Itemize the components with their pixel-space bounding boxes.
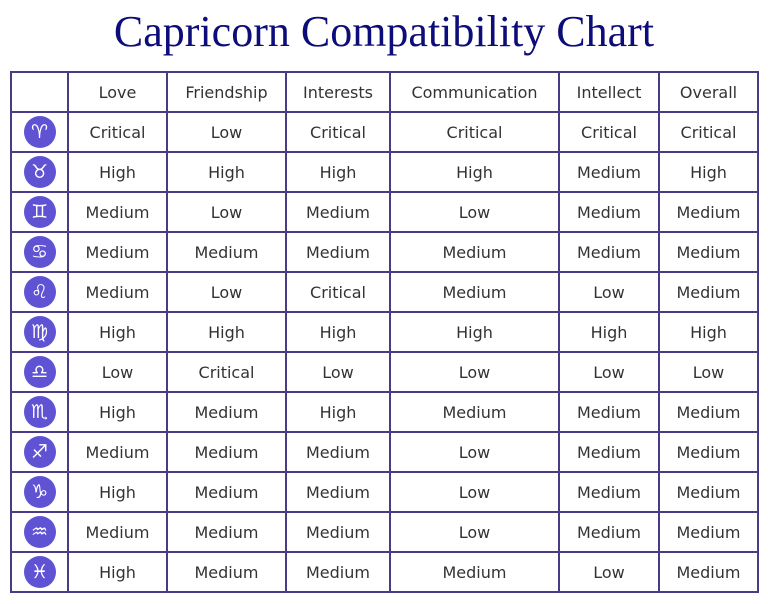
aries-icon: ♈ xyxy=(24,116,56,148)
table-cell: Medium xyxy=(559,152,659,192)
table-cell: Low xyxy=(167,112,286,152)
table-cell: Medium xyxy=(559,512,659,552)
sign-icon-cell xyxy=(11,272,68,312)
table-cell: High xyxy=(167,152,286,192)
table-cell: Medium xyxy=(167,432,286,472)
table-cell: Critical xyxy=(559,112,659,152)
table-cell: Medium xyxy=(559,192,659,232)
table-cell: Low xyxy=(559,272,659,312)
sagittarius-icon: ♐ xyxy=(24,436,56,468)
table-cell: Low xyxy=(559,352,659,392)
cancer-icon: ♋ xyxy=(24,236,56,268)
table-cell: Medium xyxy=(167,392,286,432)
table-cell: Medium xyxy=(559,472,659,512)
table-cell: Critical xyxy=(68,112,167,152)
table-row xyxy=(11,232,758,272)
table-cell: Medium xyxy=(659,472,758,512)
table-cell: High xyxy=(390,312,559,352)
table-cell: Low xyxy=(390,432,559,472)
sign-icon-cell xyxy=(11,152,68,192)
table-cell: High xyxy=(68,312,167,352)
column-header-intellect: Intellect xyxy=(559,72,659,112)
scorpio-icon: ♏ xyxy=(24,396,56,428)
sign-icon-cell xyxy=(11,312,68,352)
table-cell: Medium xyxy=(286,232,390,272)
table-cell: Medium xyxy=(68,192,167,232)
header-row xyxy=(11,72,758,112)
column-header-communication: Communication xyxy=(390,72,559,112)
table-cell: Low xyxy=(167,192,286,232)
sign-icon-cell xyxy=(11,432,68,472)
table-cell: Medium xyxy=(68,232,167,272)
table-cell: Medium xyxy=(390,232,559,272)
table-row xyxy=(11,432,758,472)
table-row xyxy=(11,112,758,152)
page-title: Capricorn Compatibility Chart xyxy=(113,7,655,56)
sign-icon-cell xyxy=(11,552,68,592)
table-body xyxy=(11,112,758,592)
table-cell: Medium xyxy=(167,512,286,552)
table-cell: Critical xyxy=(659,112,758,152)
table-cell: Low xyxy=(659,352,758,392)
table-row xyxy=(11,352,758,392)
table-row xyxy=(11,472,758,512)
table-cell: Medium xyxy=(286,192,390,232)
table-cell: Medium xyxy=(286,512,390,552)
table-cell: Medium xyxy=(559,392,659,432)
table-cell: Medium xyxy=(167,472,286,512)
table-cell: Low xyxy=(286,352,390,392)
column-header-interests: Interests xyxy=(286,72,390,112)
table-row xyxy=(11,552,758,592)
table-row xyxy=(11,312,758,352)
table-cell: Medium xyxy=(559,232,659,272)
table-cell: Medium xyxy=(390,392,559,432)
sign-icon-cell xyxy=(11,112,68,152)
table-cell: High xyxy=(68,152,167,192)
table-row xyxy=(11,392,758,432)
table-cell: Medium xyxy=(68,512,167,552)
table-cell: Medium xyxy=(659,272,758,312)
table-cell: Medium xyxy=(659,552,758,592)
table-cell: Critical xyxy=(167,352,286,392)
table-cell: Critical xyxy=(286,112,390,152)
table-row xyxy=(11,152,758,192)
gemini-icon: ♊ xyxy=(24,196,56,228)
table-row xyxy=(11,192,758,232)
taurus-icon: ♉ xyxy=(24,156,56,188)
table-cell: Low xyxy=(390,192,559,232)
table-cell: Medium xyxy=(390,272,559,312)
table-cell: High xyxy=(390,152,559,192)
table-cell: Low xyxy=(68,352,167,392)
aquarius-icon: ♒ xyxy=(24,516,56,548)
sign-icon-cell xyxy=(11,472,68,512)
sign-icon-cell xyxy=(11,392,68,432)
table-cell: High xyxy=(167,312,286,352)
table-cell: Low xyxy=(559,552,659,592)
sign-icon-cell xyxy=(11,352,68,392)
table-cell: High xyxy=(659,152,758,192)
sign-icon-cell xyxy=(11,512,68,552)
table-cell: Medium xyxy=(286,432,390,472)
table-cell: Medium xyxy=(68,272,167,312)
table-row xyxy=(11,272,758,312)
table-cell: Medium xyxy=(659,432,758,472)
column-header-overall: Overall xyxy=(659,72,758,112)
table-cell: Medium xyxy=(659,232,758,272)
table-row xyxy=(11,512,758,552)
table-cell: Low xyxy=(167,272,286,312)
table-cell: High xyxy=(286,312,390,352)
table-cell: Critical xyxy=(390,112,559,152)
table-cell: Medium xyxy=(659,512,758,552)
table-cell: Critical xyxy=(286,272,390,312)
table-cell: Medium xyxy=(559,432,659,472)
table-cell: High xyxy=(68,472,167,512)
table-cell: High xyxy=(68,552,167,592)
corner-cell xyxy=(11,72,68,112)
sign-icon-cell xyxy=(11,192,68,232)
table-cell: Low xyxy=(390,352,559,392)
table-cell: Medium xyxy=(68,432,167,472)
table-cell: Medium xyxy=(659,392,758,432)
leo-icon: ♌ xyxy=(24,276,56,308)
table-cell: Low xyxy=(390,472,559,512)
table-cell: High xyxy=(286,152,390,192)
column-header-friendship: Friendship xyxy=(167,72,286,112)
pisces-icon: ♓ xyxy=(24,556,56,588)
table-cell: Medium xyxy=(390,552,559,592)
table-cell: Medium xyxy=(286,552,390,592)
sign-icon-cell xyxy=(11,232,68,272)
table-cell: High xyxy=(286,392,390,432)
capricorn-icon: ♑ xyxy=(24,476,56,508)
libra-icon: ♎ xyxy=(24,356,56,388)
column-header-love: Love xyxy=(68,72,167,112)
table-cell: Medium xyxy=(167,232,286,272)
table-cell: Medium xyxy=(286,472,390,512)
table-cell: Low xyxy=(390,512,559,552)
table-cell: High xyxy=(659,312,758,352)
table-cell: High xyxy=(68,392,167,432)
table-cell: High xyxy=(559,312,659,352)
virgo-icon: ♍ xyxy=(24,316,56,348)
table-cell: Medium xyxy=(659,192,758,232)
compatibility-table xyxy=(10,71,759,593)
table-cell: Medium xyxy=(167,552,286,592)
